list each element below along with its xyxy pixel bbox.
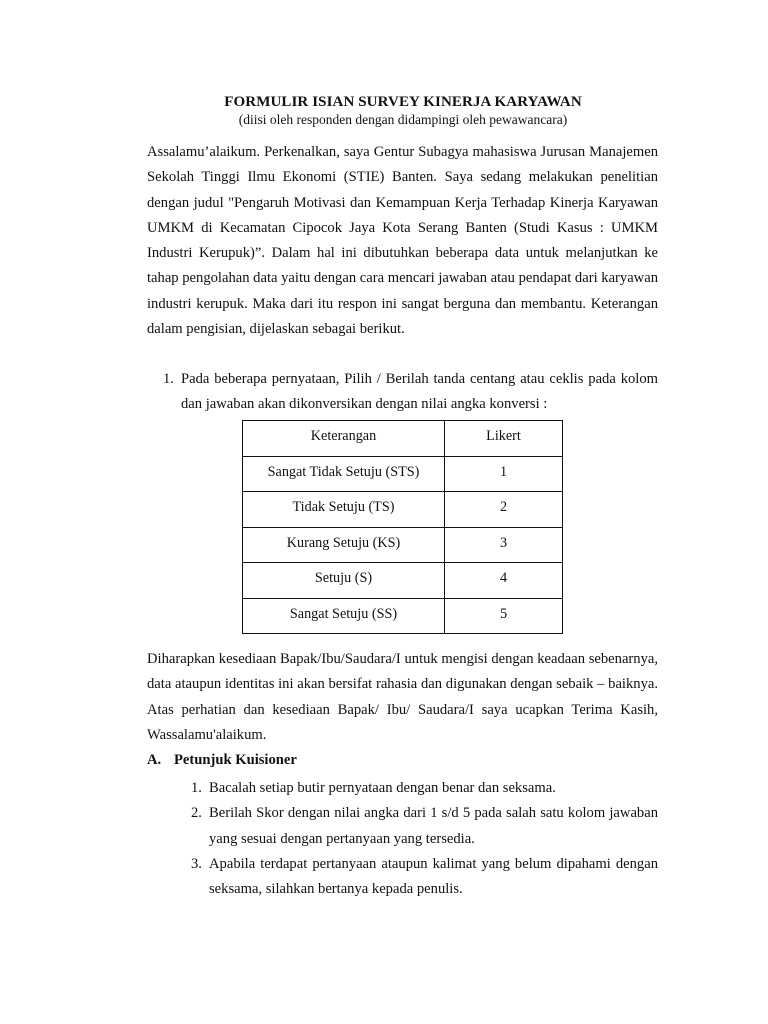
section-title: Petunjuk Kuisioner bbox=[174, 752, 297, 768]
section-a-heading bbox=[147, 748, 297, 773]
form-title: FORMULIR ISIAN SURVEY KINERJA KARYAWAN bbox=[224, 94, 582, 110]
table-header-row bbox=[243, 421, 563, 457]
list-item-text: Bacalah setiap butir pernyataan dengan benar dan seksama. bbox=[209, 780, 556, 796]
table-row bbox=[243, 563, 563, 599]
table-cell-label: Tidak Setuju (TS) bbox=[243, 492, 445, 528]
list-item-text: Apabila terdapat pertanyaan ataupun kalimat yang belum dipahami dengan seksama, silahkan bertanya kepada penulis. bbox=[209, 855, 658, 898]
table-row bbox=[243, 456, 563, 492]
table-row bbox=[243, 598, 563, 634]
closing-text: Diharapkan kesediaan Bapak/Ibu/Saudara/I untuk mengisi dengan keadaan sebenarnya, data ataupun identitas ini akan bersifat rahasia dan digunakan dengan sebaik – baiknya. Atas perhatian dan kesediaan Bapak/ Ibu/ Saudara/I saya ucapkan Terima Kasih, Wassalamu'alaikum. bbox=[147, 651, 658, 743]
table-cell-label: Setuju (S) bbox=[243, 563, 445, 599]
table-cell-value: 5 bbox=[445, 598, 563, 634]
table-row bbox=[243, 527, 563, 563]
list-item-number: 1. bbox=[191, 780, 202, 796]
closing-paragraph bbox=[147, 647, 658, 748]
instruction-list bbox=[163, 367, 658, 418]
table-cell-label: Sangat Tidak Setuju (STS) bbox=[243, 456, 445, 492]
table-cell-value: 1 bbox=[445, 456, 563, 492]
guideline-list bbox=[191, 776, 658, 902]
list-item bbox=[191, 776, 658, 801]
table-cell-label: Kurang Setuju (KS) bbox=[243, 527, 445, 563]
list-item bbox=[191, 801, 658, 852]
list-item-text: Berilah Skor dengan nilai angka dari 1 s/d 5 pada salah satu kolom jawaban yang sesuai dengan pertanyaan yang tersedia. bbox=[209, 805, 658, 847]
list-item bbox=[191, 852, 658, 903]
list-item-number: 3. bbox=[191, 855, 202, 872]
table-cell-value: 2 bbox=[445, 492, 563, 528]
column-header-keterangan: Keterangan bbox=[243, 421, 445, 457]
column-header-likert: Likert bbox=[445, 421, 563, 457]
intro-paragraph bbox=[147, 140, 658, 342]
likert-scale-table bbox=[242, 420, 563, 634]
table-cell-label: Sangat Setuju (SS) bbox=[243, 598, 445, 634]
list-item-number: 2. bbox=[191, 805, 202, 822]
table-cell-value: 3 bbox=[445, 527, 563, 563]
table-cell-value: 4 bbox=[445, 563, 563, 599]
instruction-item bbox=[163, 367, 658, 418]
intro-text: Assalamu’alaikum. Perkenalkan, saya Gentur Subagya mahasiswa Jurusan Manajemen Sekolah Tinggi Ilmu Ekonomi (STIE) Banten. Saya sedang melakukan penelitian dengan judul "Pengaruh Motivasi dan Kemampuan Kerja Terhadap Kinerja Karyawan UMKM di Kecamatan Cipocok Jaya Kota Serang Banten (Studi Kasus : UMKM Industri Kerupuk)”. Dalam hal ini dibutuhkan beberapa data untuk melanjutkan ke tahap pengolahan data yaitu dengan cara mencari jawaban atau pendapat dari karyawan industri kerupuk. Maka dari itu respon ini sangat berguna dan membantu. Keterangan dalam pengisian, dijelaskan sebagai berikut. bbox=[147, 144, 658, 338]
instruction-text: Pada beberapa pernyataan, Pilih / Berilah tanda centang atau ceklis pada kolom dan jawaban akan dikonversikan dengan nilai angka konversi : bbox=[181, 371, 658, 413]
form-subtitle: (diisi oleh responden dengan didampingi oleh pewawancara) bbox=[238, 112, 568, 127]
instruction-number: 1. bbox=[163, 371, 174, 387]
section-letter: A. bbox=[147, 752, 162, 768]
table-row bbox=[243, 492, 563, 528]
